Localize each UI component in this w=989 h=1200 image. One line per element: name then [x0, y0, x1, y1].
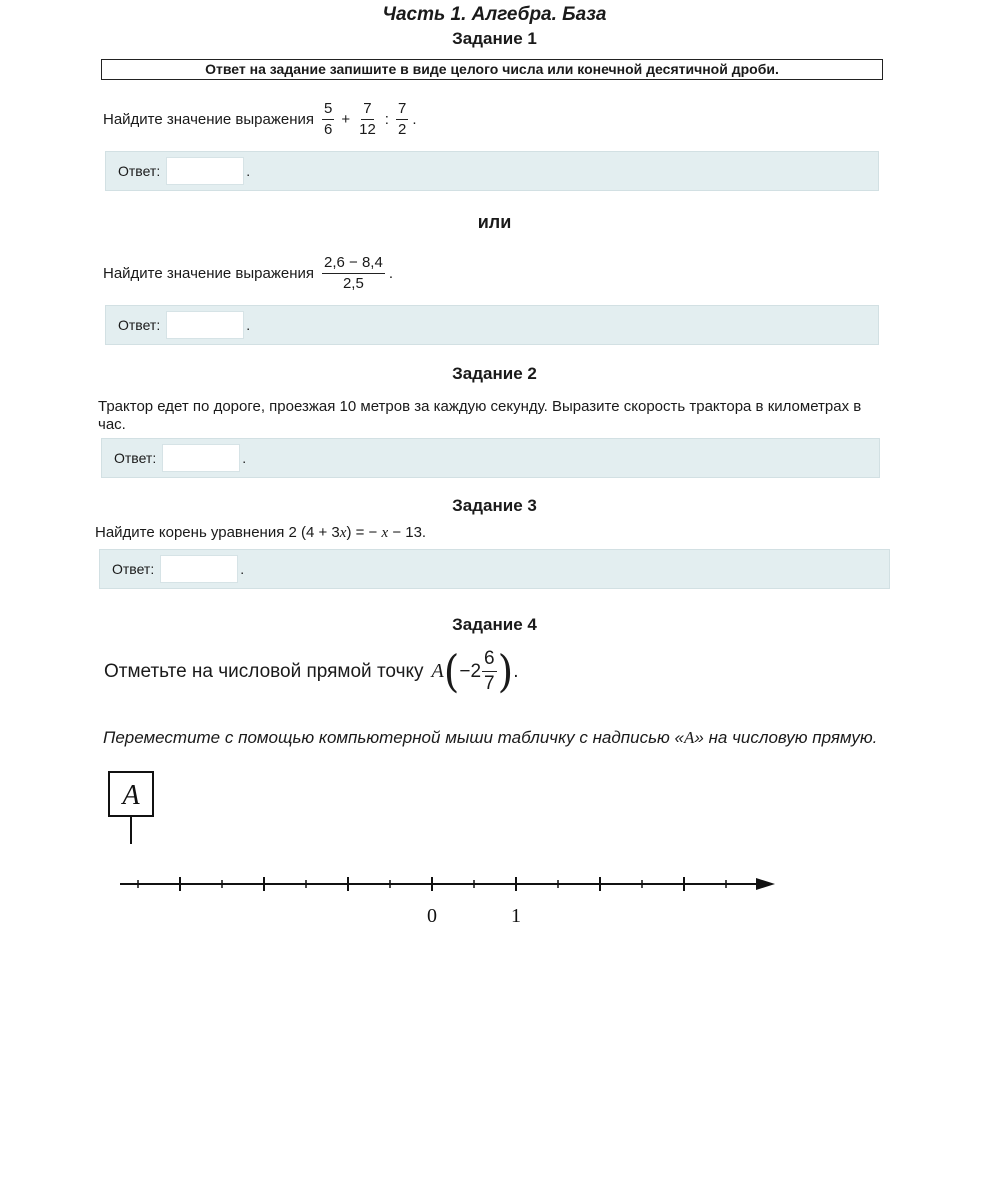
divide-operator: : [384, 111, 389, 128]
answer-dot: . [242, 450, 247, 466]
task4-problem [104, 648, 518, 695]
number-line-widget [0, 760, 989, 940]
answer-box-task1b [105, 305, 879, 345]
task2-title: Задание 2 [452, 364, 537, 383]
equation-part: Найдите корень уравнения 2 (4 + 3 [95, 524, 340, 541]
task4-prompt: Отметьте на числовой прямой точку [104, 660, 424, 682]
answer-label: Ответ: [112, 561, 155, 577]
fraction-5-6 [322, 100, 334, 139]
mixed-whole: −2 [459, 660, 482, 682]
task4-end: . [513, 660, 519, 682]
equation-part: ) = − [346, 524, 382, 541]
answer-label: Ответ: [114, 450, 157, 466]
answer-box-task1a [105, 151, 879, 191]
plus-operator: + [341, 111, 351, 128]
fraction-numerator: 5 [322, 100, 334, 120]
fraction-6-7 [482, 648, 497, 695]
fraction-expression [322, 254, 385, 293]
or-label: или [477, 212, 512, 232]
task1a-prompt: Найдите значение выражения [103, 111, 314, 128]
task4-title: Задание 4 [452, 615, 537, 634]
label-one: 1 [511, 905, 521, 927]
number-line-arrow [756, 878, 775, 890]
instruction-text: Переместите с помощью компьютерной мыши табличку с надписью « [103, 728, 684, 747]
answer-input-task2[interactable] [162, 444, 240, 472]
answer-dot: . [246, 317, 251, 333]
task1b-end: . [388, 265, 393, 282]
task1b-prompt: Найдите значение выражения [103, 265, 314, 282]
open-paren: ( [443, 646, 460, 697]
fraction-numerator: 7 [396, 100, 408, 120]
fraction-denominator: 6 [324, 121, 333, 138]
answer-input-task1b[interactable] [166, 311, 244, 339]
fraction-numerator: 7 [361, 100, 373, 120]
point-letter: A [431, 660, 444, 682]
variable-x: x [381, 525, 389, 541]
variable-x: x [339, 525, 347, 541]
tag-label[interactable]: A [122, 780, 140, 811]
task3-title: Задание 3 [452, 496, 537, 515]
instruction-letter: A [684, 728, 695, 747]
answer-dot: . [240, 561, 245, 577]
task1-title: Задание 1 [452, 29, 537, 48]
draggable-tag-a[interactable] [109, 772, 153, 844]
task1-option-a [103, 100, 416, 139]
fraction-numerator: 2,6 − 8,4 [322, 254, 385, 274]
answer-label: Ответ: [118, 163, 161, 179]
fraction-7-12 [357, 100, 378, 139]
answer-label: Ответ: [118, 317, 161, 333]
instruction-text: » на числовую прямую. [694, 728, 878, 747]
task1a-end: . [412, 111, 417, 128]
fraction-denominator: 2 [397, 121, 407, 138]
answer-instruction: Ответ на задание запишите в виде целого числа или конечной десятичной дроби. [101, 59, 883, 80]
fraction-denominator: 12 [359, 121, 376, 138]
answer-input-task1a[interactable] [166, 157, 244, 185]
close-paren: ) [497, 646, 514, 697]
label-zero: 0 [427, 905, 437, 927]
task1-option-b [103, 254, 393, 293]
fraction-numerator: 6 [482, 648, 497, 672]
answer-input-task3[interactable] [160, 555, 238, 583]
equation-part: − 13. [388, 524, 427, 541]
drag-instruction [103, 728, 877, 748]
part-title: Часть 1. Алгебра. База [382, 4, 607, 25]
task3-equation [95, 524, 426, 542]
fraction-7-2 [396, 100, 408, 139]
answer-box-task3 [99, 549, 890, 589]
answer-box-task2 [101, 438, 880, 478]
fraction-denominator: 7 [484, 673, 495, 694]
answer-dot: . [246, 163, 251, 179]
fraction-denominator: 2,5 [342, 275, 364, 292]
task2-text: Трактор едет по дороге, проезжая 10 метров за каждую секунду. Выразите скорость трактора в километрах в час. [98, 398, 862, 433]
